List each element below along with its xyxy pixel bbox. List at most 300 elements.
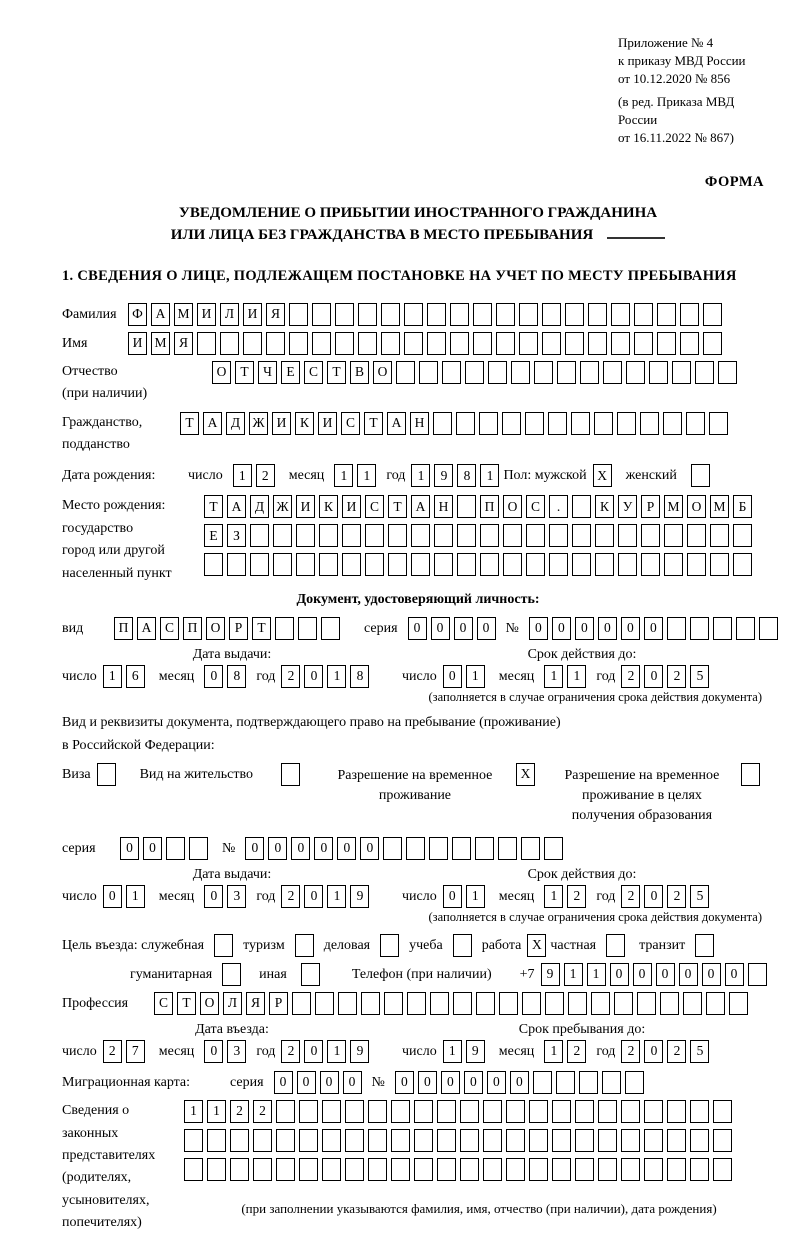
char-cell[interactable] bbox=[419, 361, 438, 384]
char-cell[interactable] bbox=[621, 1158, 640, 1181]
char-cell[interactable] bbox=[383, 837, 402, 860]
entry-day-boxes[interactable] bbox=[103, 1040, 149, 1063]
char-cell[interactable] bbox=[618, 524, 637, 547]
char-cell[interactable] bbox=[430, 992, 449, 1015]
char-cell[interactable]: Ж bbox=[249, 412, 268, 435]
char-cell[interactable] bbox=[603, 361, 622, 384]
char-cell[interactable]: 9 bbox=[350, 885, 369, 908]
char-cell[interactable]: 0 bbox=[408, 617, 427, 640]
char-cell[interactable] bbox=[691, 464, 710, 487]
char-cell[interactable]: 2 bbox=[621, 1040, 640, 1063]
char-cell[interactable] bbox=[227, 553, 246, 576]
char-cell[interactable]: 0 bbox=[431, 617, 450, 640]
id-valid-year-boxes[interactable] bbox=[621, 665, 713, 688]
purpose-transit-checkbox[interactable] bbox=[695, 934, 718, 957]
mig-series-boxes[interactable] bbox=[274, 1071, 366, 1094]
char-cell[interactable] bbox=[465, 361, 484, 384]
id-issue-month-boxes[interactable] bbox=[204, 665, 250, 688]
char-cell[interactable]: . bbox=[549, 495, 568, 518]
char-cell[interactable]: И bbox=[342, 495, 361, 518]
char-cell[interactable] bbox=[544, 837, 563, 860]
char-cell[interactable]: А bbox=[151, 303, 170, 326]
char-cell[interactable]: А bbox=[137, 617, 156, 640]
char-cell[interactable]: 0 bbox=[679, 963, 698, 986]
char-cell[interactable]: 0 bbox=[610, 963, 629, 986]
char-cell[interactable] bbox=[456, 412, 475, 435]
char-cell[interactable]: 0 bbox=[725, 963, 744, 986]
char-cell[interactable] bbox=[253, 1129, 272, 1152]
char-cell[interactable]: С bbox=[304, 361, 323, 384]
char-cell[interactable]: Д bbox=[250, 495, 269, 518]
char-cell[interactable] bbox=[519, 303, 538, 326]
char-cell[interactable] bbox=[365, 524, 384, 547]
char-cell[interactable]: 2 bbox=[667, 665, 686, 688]
char-cell[interactable]: М bbox=[151, 332, 170, 355]
char-cell[interactable]: Р bbox=[229, 617, 248, 640]
char-cell[interactable] bbox=[312, 332, 331, 355]
char-cell[interactable]: С bbox=[526, 495, 545, 518]
char-cell[interactable] bbox=[222, 963, 241, 986]
char-cell[interactable] bbox=[460, 1158, 479, 1181]
char-cell[interactable]: 8 bbox=[457, 464, 476, 487]
char-cell[interactable] bbox=[575, 1129, 594, 1152]
char-cell[interactable] bbox=[611, 303, 630, 326]
char-cell[interactable] bbox=[335, 303, 354, 326]
char-cell[interactable]: 1 bbox=[466, 665, 485, 688]
char-cell[interactable] bbox=[634, 303, 653, 326]
char-cell[interactable] bbox=[345, 1129, 364, 1152]
char-cell[interactable] bbox=[365, 553, 384, 576]
char-cell[interactable]: 1 bbox=[184, 1100, 203, 1123]
char-cell[interactable]: 0 bbox=[314, 837, 333, 860]
char-cell[interactable] bbox=[621, 1129, 640, 1152]
char-cell[interactable]: 1 bbox=[327, 665, 346, 688]
char-cell[interactable]: 1 bbox=[544, 665, 563, 688]
char-cell[interactable] bbox=[488, 361, 507, 384]
char-cell[interactable]: С bbox=[341, 412, 360, 435]
char-cell[interactable] bbox=[358, 332, 377, 355]
char-cell[interactable] bbox=[572, 495, 591, 518]
char-cell[interactable]: 0 bbox=[103, 885, 122, 908]
char-cell[interactable]: 0 bbox=[395, 1071, 414, 1094]
char-cell[interactable]: 9 bbox=[466, 1040, 485, 1063]
char-cell[interactable]: Т bbox=[252, 617, 271, 640]
profession-boxes[interactable] bbox=[154, 992, 752, 1015]
char-cell[interactable] bbox=[479, 412, 498, 435]
char-cell[interactable]: 1 bbox=[466, 885, 485, 908]
char-cell[interactable] bbox=[391, 1129, 410, 1152]
char-cell[interactable] bbox=[319, 524, 338, 547]
char-cell[interactable]: Р bbox=[641, 495, 660, 518]
char-cell[interactable] bbox=[322, 1100, 341, 1123]
char-cell[interactable] bbox=[503, 553, 522, 576]
legal-boxes-3[interactable] bbox=[184, 1158, 736, 1181]
char-cell[interactable] bbox=[281, 763, 300, 786]
char-cell[interactable]: 1 bbox=[480, 464, 499, 487]
char-cell[interactable]: 0 bbox=[320, 1071, 339, 1094]
entry-year-boxes[interactable] bbox=[281, 1040, 373, 1063]
char-cell[interactable]: Т bbox=[388, 495, 407, 518]
char-cell[interactable] bbox=[690, 1129, 709, 1152]
char-cell[interactable] bbox=[299, 1129, 318, 1152]
char-cell[interactable] bbox=[166, 837, 185, 860]
char-cell[interactable] bbox=[695, 361, 714, 384]
char-cell[interactable] bbox=[184, 1158, 203, 1181]
char-cell[interactable] bbox=[502, 412, 521, 435]
char-cell[interactable] bbox=[575, 1158, 594, 1181]
char-cell[interactable] bbox=[667, 1100, 686, 1123]
char-cell[interactable]: 2 bbox=[667, 1040, 686, 1063]
char-cell[interactable] bbox=[657, 332, 676, 355]
char-cell[interactable]: 2 bbox=[230, 1100, 249, 1123]
char-cell[interactable]: 0 bbox=[656, 963, 675, 986]
char-cell[interactable] bbox=[453, 934, 472, 957]
char-cell[interactable]: 2 bbox=[621, 665, 640, 688]
char-cell[interactable] bbox=[591, 992, 610, 1015]
id-valid-month-boxes[interactable] bbox=[544, 665, 590, 688]
char-cell[interactable]: 2 bbox=[103, 1040, 122, 1063]
char-cell[interactable]: Я bbox=[246, 992, 265, 1015]
res-valid-year-boxes[interactable] bbox=[621, 885, 713, 908]
char-cell[interactable]: М bbox=[710, 495, 729, 518]
char-cell[interactable]: 0 bbox=[204, 665, 223, 688]
char-cell[interactable]: 0 bbox=[575, 617, 594, 640]
char-cell[interactable]: О bbox=[503, 495, 522, 518]
char-cell[interactable] bbox=[557, 361, 576, 384]
char-cell[interactable] bbox=[301, 963, 320, 986]
char-cell[interactable]: 0 bbox=[510, 1071, 529, 1094]
char-cell[interactable]: 1 bbox=[126, 885, 145, 908]
char-cell[interactable]: 5 bbox=[690, 665, 709, 688]
char-cell[interactable] bbox=[273, 524, 292, 547]
char-cell[interactable]: 2 bbox=[567, 1040, 586, 1063]
doc-number-boxes[interactable] bbox=[529, 617, 782, 640]
name-boxes[interactable] bbox=[128, 332, 726, 355]
char-cell[interactable] bbox=[542, 303, 561, 326]
char-cell[interactable]: X bbox=[527, 934, 546, 957]
char-cell[interactable] bbox=[342, 524, 361, 547]
char-cell[interactable]: К bbox=[319, 495, 338, 518]
purpose-official-checkbox[interactable] bbox=[214, 934, 237, 957]
char-cell[interactable]: 1 bbox=[544, 1040, 563, 1063]
surname-boxes[interactable] bbox=[128, 303, 726, 326]
char-cell[interactable]: 1 bbox=[103, 665, 122, 688]
char-cell[interactable] bbox=[207, 1129, 226, 1152]
char-cell[interactable] bbox=[657, 303, 676, 326]
char-cell[interactable] bbox=[595, 524, 614, 547]
char-cell[interactable]: Т bbox=[235, 361, 254, 384]
char-cell[interactable] bbox=[292, 992, 311, 1015]
char-cell[interactable] bbox=[568, 992, 587, 1015]
char-cell[interactable] bbox=[637, 992, 656, 1015]
char-cell[interactable]: 3 bbox=[227, 1040, 246, 1063]
char-cell[interactable]: Т bbox=[364, 412, 383, 435]
char-cell[interactable]: 0 bbox=[644, 665, 663, 688]
legal-boxes-1[interactable] bbox=[184, 1100, 736, 1123]
char-cell[interactable]: И bbox=[243, 303, 262, 326]
char-cell[interactable]: 0 bbox=[644, 885, 663, 908]
char-cell[interactable] bbox=[594, 412, 613, 435]
char-cell[interactable]: А bbox=[387, 412, 406, 435]
char-cell[interactable] bbox=[710, 553, 729, 576]
visa-checkbox[interactable] bbox=[97, 763, 120, 786]
char-cell[interactable] bbox=[526, 553, 545, 576]
char-cell[interactable]: 0 bbox=[304, 885, 323, 908]
char-cell[interactable] bbox=[542, 332, 561, 355]
char-cell[interactable] bbox=[575, 1100, 594, 1123]
char-cell[interactable] bbox=[598, 1100, 617, 1123]
char-cell[interactable]: Р bbox=[269, 992, 288, 1015]
purpose-work-checkbox[interactable] bbox=[527, 934, 550, 957]
char-cell[interactable]: 0 bbox=[204, 1040, 223, 1063]
char-cell[interactable] bbox=[368, 1100, 387, 1123]
char-cell[interactable] bbox=[276, 1129, 295, 1152]
char-cell[interactable]: 0 bbox=[644, 1040, 663, 1063]
purpose-other-checkbox[interactable] bbox=[301, 963, 324, 986]
char-cell[interactable] bbox=[529, 1129, 548, 1152]
char-cell[interactable]: 0 bbox=[291, 837, 310, 860]
purpose-humanitarian-checkbox[interactable] bbox=[222, 963, 245, 986]
char-cell[interactable] bbox=[475, 837, 494, 860]
char-cell[interactable] bbox=[319, 553, 338, 576]
char-cell[interactable] bbox=[276, 1100, 295, 1123]
sex-male-checkbox[interactable] bbox=[593, 464, 616, 487]
char-cell[interactable] bbox=[483, 1129, 502, 1152]
char-cell[interactable] bbox=[496, 332, 515, 355]
char-cell[interactable]: К bbox=[595, 495, 614, 518]
char-cell[interactable]: Ф bbox=[128, 303, 147, 326]
char-cell[interactable]: 0 bbox=[454, 617, 473, 640]
char-cell[interactable]: 0 bbox=[441, 1071, 460, 1094]
char-cell[interactable] bbox=[434, 524, 453, 547]
char-cell[interactable]: М bbox=[664, 495, 683, 518]
char-cell[interactable] bbox=[663, 412, 682, 435]
char-cell[interactable] bbox=[381, 303, 400, 326]
char-cell[interactable] bbox=[588, 332, 607, 355]
char-cell[interactable] bbox=[644, 1100, 663, 1123]
char-cell[interactable] bbox=[442, 361, 461, 384]
char-cell[interactable] bbox=[321, 617, 340, 640]
char-cell[interactable]: 7 bbox=[126, 1040, 145, 1063]
char-cell[interactable] bbox=[406, 837, 425, 860]
mig-number-boxes[interactable] bbox=[395, 1071, 648, 1094]
birth-place-boxes-1[interactable] bbox=[204, 495, 756, 518]
char-cell[interactable] bbox=[266, 332, 285, 355]
res-issue-month-boxes[interactable] bbox=[204, 885, 250, 908]
char-cell[interactable] bbox=[433, 412, 452, 435]
patronymic-boxes[interactable] bbox=[212, 361, 741, 384]
char-cell[interactable] bbox=[457, 524, 476, 547]
char-cell[interactable] bbox=[322, 1158, 341, 1181]
char-cell[interactable]: 9 bbox=[350, 1040, 369, 1063]
char-cell[interactable] bbox=[404, 332, 423, 355]
temp-residence-checkbox[interactable] bbox=[516, 763, 539, 786]
char-cell[interactable]: 2 bbox=[256, 464, 275, 487]
char-cell[interactable] bbox=[298, 617, 317, 640]
char-cell[interactable] bbox=[733, 524, 752, 547]
char-cell[interactable] bbox=[289, 332, 308, 355]
char-cell[interactable]: О bbox=[200, 992, 219, 1015]
char-cell[interactable] bbox=[460, 1100, 479, 1123]
char-cell[interactable]: С bbox=[154, 992, 173, 1015]
char-cell[interactable] bbox=[683, 992, 702, 1015]
char-cell[interactable] bbox=[552, 1158, 571, 1181]
char-cell[interactable] bbox=[506, 1100, 525, 1123]
char-cell[interactable]: М bbox=[174, 303, 193, 326]
res-number-boxes[interactable] bbox=[245, 837, 567, 860]
char-cell[interactable]: 1 bbox=[327, 1040, 346, 1063]
char-cell[interactable] bbox=[361, 992, 380, 1015]
char-cell[interactable] bbox=[626, 361, 645, 384]
char-cell[interactable] bbox=[506, 1158, 525, 1181]
char-cell[interactable] bbox=[617, 412, 636, 435]
char-cell[interactable] bbox=[338, 992, 357, 1015]
char-cell[interactable]: 0 bbox=[552, 617, 571, 640]
char-cell[interactable]: 2 bbox=[281, 1040, 300, 1063]
char-cell[interactable] bbox=[414, 1158, 433, 1181]
char-cell[interactable]: В bbox=[350, 361, 369, 384]
char-cell[interactable] bbox=[690, 617, 709, 640]
char-cell[interactable]: 0 bbox=[418, 1071, 437, 1094]
char-cell[interactable]: Б bbox=[733, 495, 752, 518]
char-cell[interactable] bbox=[690, 1158, 709, 1181]
char-cell[interactable]: 1 bbox=[411, 464, 430, 487]
char-cell[interactable] bbox=[230, 1158, 249, 1181]
res-valid-month-boxes[interactable] bbox=[544, 885, 590, 908]
char-cell[interactable] bbox=[407, 992, 426, 1015]
char-cell[interactable] bbox=[525, 412, 544, 435]
char-cell[interactable]: 1 bbox=[544, 885, 563, 908]
stay-day-boxes[interactable] bbox=[443, 1040, 489, 1063]
char-cell[interactable] bbox=[565, 332, 584, 355]
res-series-boxes[interactable] bbox=[120, 837, 212, 860]
char-cell[interactable]: X bbox=[516, 763, 535, 786]
char-cell[interactable] bbox=[598, 1158, 617, 1181]
char-cell[interactable]: 0 bbox=[304, 665, 323, 688]
char-cell[interactable] bbox=[686, 412, 705, 435]
char-cell[interactable]: 1 bbox=[207, 1100, 226, 1123]
char-cell[interactable]: 1 bbox=[564, 963, 583, 986]
char-cell[interactable]: А bbox=[203, 412, 222, 435]
char-cell[interactable] bbox=[480, 553, 499, 576]
char-cell[interactable] bbox=[580, 361, 599, 384]
legal-boxes-2[interactable] bbox=[184, 1129, 736, 1152]
char-cell[interactable]: И bbox=[318, 412, 337, 435]
char-cell[interactable] bbox=[748, 963, 767, 986]
birth-year-boxes[interactable] bbox=[411, 464, 503, 487]
char-cell[interactable] bbox=[496, 303, 515, 326]
char-cell[interactable]: 5 bbox=[690, 885, 709, 908]
char-cell[interactable]: И bbox=[197, 303, 216, 326]
char-cell[interactable]: 1 bbox=[334, 464, 353, 487]
char-cell[interactable] bbox=[427, 332, 446, 355]
char-cell[interactable] bbox=[499, 992, 518, 1015]
char-cell[interactable] bbox=[253, 1158, 272, 1181]
char-cell[interactable] bbox=[572, 553, 591, 576]
char-cell[interactable]: 0 bbox=[477, 617, 496, 640]
char-cell[interactable] bbox=[368, 1129, 387, 1152]
char-cell[interactable] bbox=[381, 332, 400, 355]
doc-series-boxes[interactable] bbox=[408, 617, 500, 640]
char-cell[interactable] bbox=[220, 332, 239, 355]
char-cell[interactable] bbox=[511, 361, 530, 384]
char-cell[interactable] bbox=[453, 992, 472, 1015]
stay-year-boxes[interactable] bbox=[621, 1040, 713, 1063]
char-cell[interactable] bbox=[713, 617, 732, 640]
birth-place-boxes-3[interactable] bbox=[204, 553, 756, 576]
char-cell[interactable] bbox=[598, 1129, 617, 1152]
char-cell[interactable] bbox=[565, 303, 584, 326]
char-cell[interactable]: 0 bbox=[360, 837, 379, 860]
char-cell[interactable] bbox=[437, 1100, 456, 1123]
char-cell[interactable]: П bbox=[114, 617, 133, 640]
char-cell[interactable]: Е bbox=[204, 524, 223, 547]
char-cell[interactable] bbox=[396, 361, 415, 384]
char-cell[interactable] bbox=[713, 1129, 732, 1152]
char-cell[interactable] bbox=[695, 934, 714, 957]
char-cell[interactable] bbox=[322, 1129, 341, 1152]
char-cell[interactable]: 3 bbox=[227, 885, 246, 908]
char-cell[interactable] bbox=[457, 553, 476, 576]
char-cell[interactable] bbox=[713, 1100, 732, 1123]
char-cell[interactable] bbox=[342, 553, 361, 576]
char-cell[interactable] bbox=[404, 303, 423, 326]
char-cell[interactable] bbox=[335, 332, 354, 355]
char-cell[interactable]: Л bbox=[223, 992, 242, 1015]
char-cell[interactable]: 0 bbox=[702, 963, 721, 986]
char-cell[interactable] bbox=[476, 992, 495, 1015]
char-cell[interactable] bbox=[621, 1100, 640, 1123]
char-cell[interactable] bbox=[667, 1129, 686, 1152]
char-cell[interactable] bbox=[204, 553, 223, 576]
id-issue-year-boxes[interactable] bbox=[281, 665, 373, 688]
char-cell[interactable] bbox=[556, 1071, 575, 1094]
char-cell[interactable] bbox=[184, 1129, 203, 1152]
char-cell[interactable] bbox=[388, 524, 407, 547]
char-cell[interactable] bbox=[579, 1071, 598, 1094]
char-cell[interactable] bbox=[736, 617, 755, 640]
char-cell[interactable] bbox=[759, 617, 778, 640]
char-cell[interactable] bbox=[595, 553, 614, 576]
char-cell[interactable] bbox=[380, 934, 399, 957]
birth-month-boxes[interactable] bbox=[334, 464, 380, 487]
char-cell[interactable] bbox=[414, 1129, 433, 1152]
char-cell[interactable] bbox=[345, 1100, 364, 1123]
char-cell[interactable] bbox=[519, 332, 538, 355]
char-cell[interactable]: Е bbox=[281, 361, 300, 384]
char-cell[interactable]: 8 bbox=[227, 665, 246, 688]
char-cell[interactable] bbox=[450, 303, 469, 326]
char-cell[interactable] bbox=[649, 361, 668, 384]
char-cell[interactable] bbox=[276, 1158, 295, 1181]
char-cell[interactable] bbox=[713, 1158, 732, 1181]
char-cell[interactable] bbox=[189, 837, 208, 860]
char-cell[interactable] bbox=[315, 992, 334, 1015]
char-cell[interactable]: 0 bbox=[443, 665, 462, 688]
char-cell[interactable] bbox=[660, 992, 679, 1015]
char-cell[interactable]: 0 bbox=[343, 1071, 362, 1094]
char-cell[interactable]: О bbox=[206, 617, 225, 640]
char-cell[interactable]: Н bbox=[410, 412, 429, 435]
char-cell[interactable] bbox=[473, 332, 492, 355]
char-cell[interactable]: Д bbox=[226, 412, 245, 435]
char-cell[interactable] bbox=[345, 1158, 364, 1181]
char-cell[interactable]: И bbox=[296, 495, 315, 518]
char-cell[interactable] bbox=[358, 303, 377, 326]
residence-permit-checkbox[interactable] bbox=[281, 763, 304, 786]
birth-place-boxes-2[interactable] bbox=[204, 524, 756, 547]
char-cell[interactable] bbox=[672, 361, 691, 384]
